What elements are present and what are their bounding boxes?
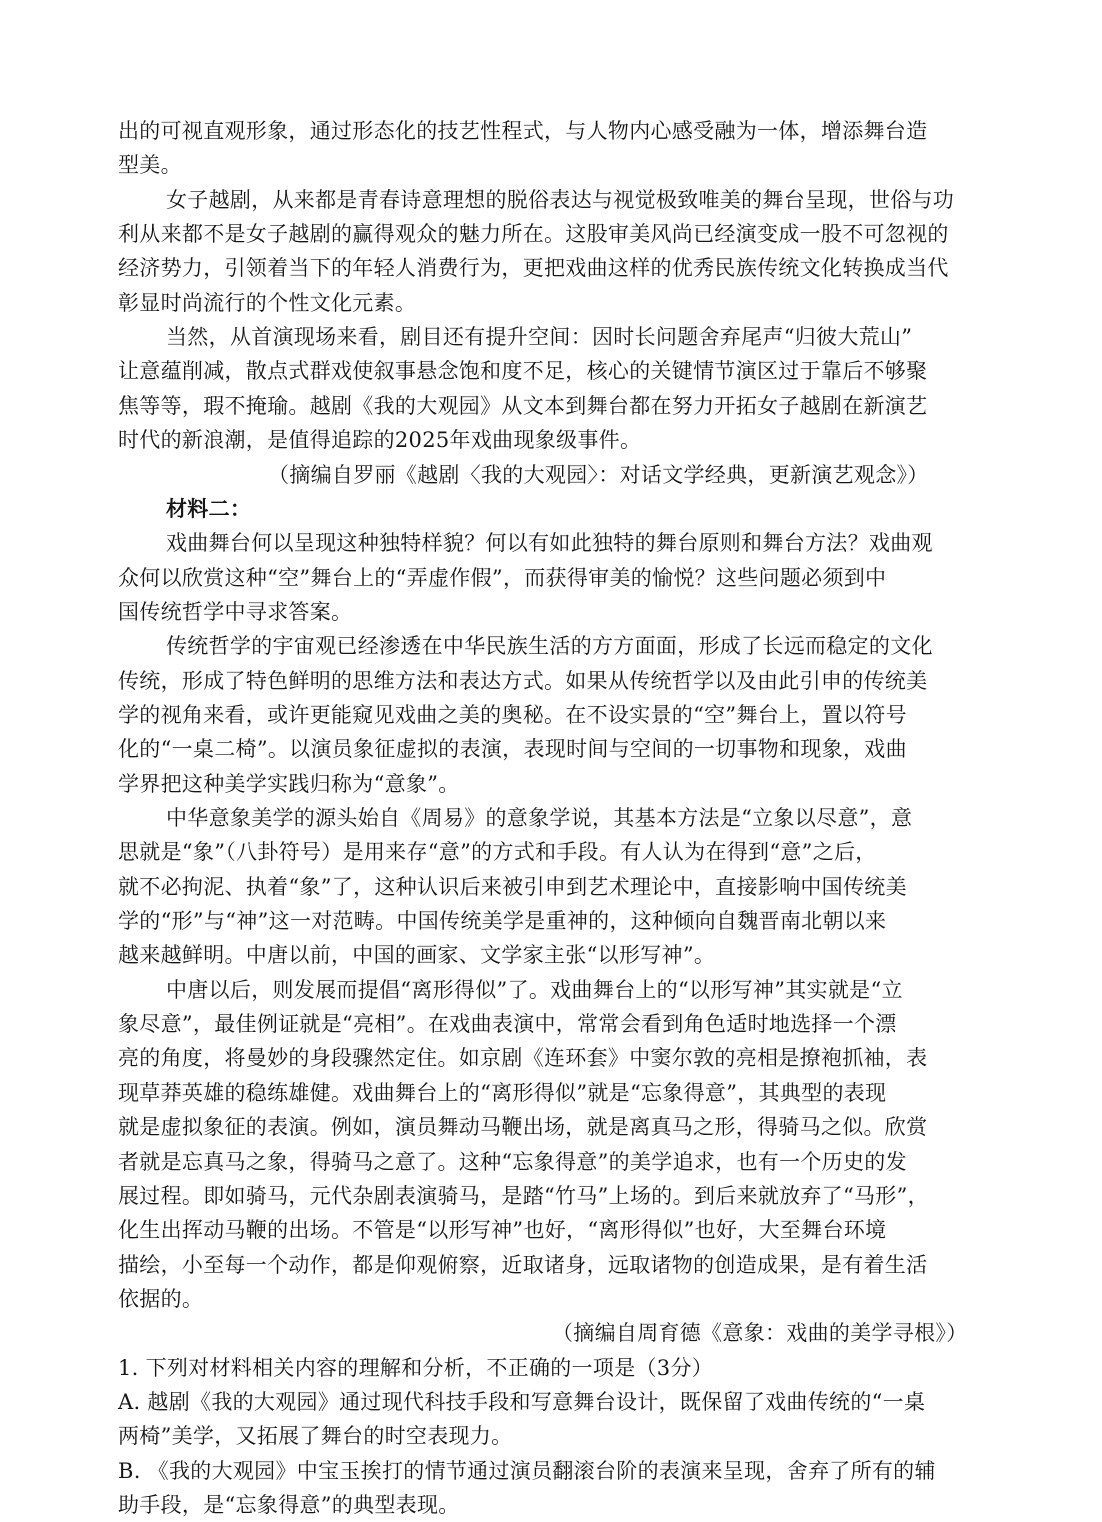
text-line: 型美。 (118, 153, 182, 177)
source-citation-2: （摘编自周育德《意象：戏曲的美学寻根》） (552, 1321, 968, 1345)
text-line: 就是虚拟象征的表演。例如，演员舞动马鞭出场，就是离真马之形，得骑马之似。欣赏 (118, 1115, 928, 1139)
text-line: 就不必拘泥、执着“象”了，这种认识后来被引申到艺术理论中，直接影响中国传统美 (118, 875, 907, 899)
text-line: 众何以欣赏这种“空”舞台上的“弄虚作假”，而获得审美的愉悦？这些问题必须到中 (118, 566, 887, 590)
paragraph-first-line: 中唐以后，则发展而提倡“离形得似”了。戏曲舞台上的“以形写神”其实就是“立 (166, 978, 903, 1002)
text-line: 利从来都不是女子越剧的赢得观众的魅力所在。这股审美风尚已经演变成一股不可忽视的 (118, 222, 949, 246)
paragraph-first-line: 当然，从首演现场来看，剧目还有提升空间：因时长问题舍弃尾声“归彼大荒山” (166, 325, 913, 349)
text-line: 思就是“象”（八卦符号）是用来存“意”的方式和手段。有人认为在得到“意”之后， (118, 840, 877, 864)
question-1-option-b: B. 《我的大观园》中宝玉挨打的情节通过演员翻滚台阶的表演来呈现，舍弃了所有的辅 (118, 1459, 936, 1483)
text-line: 时代的新浪潮，是值得追踪的2025年戏曲现象级事件。 (118, 428, 642, 452)
text-line: 描绘，小至每一个动作，都是仰观俯察，近取诸身，远取诸物的创造成果，是有着生活 (118, 1253, 928, 1277)
text-line: 传统，形成了特色鲜明的思维方法和表达方式。如果从传统哲学以及由此引申的传统美 (118, 669, 928, 693)
text-line: 经济势力，引领着当下的年轻人消费行为，更把戏曲这样的优秀民族传统文化转换成当代 (118, 256, 949, 280)
question-1-option-a-continued: 两椅”美学，又拓展了舞台的时空表现力。 (118, 1424, 513, 1448)
source-citation-1: （摘编自罗丽《越剧〈我的大观园〉：对话文学经典，更新演艺观念》） (268, 463, 929, 487)
paragraph-first-line: 中华意象美学的源头始自《周易》的意象学说，其基本方法是“立象以尽意”，意 (166, 806, 913, 830)
text-line: 国传统哲学中寻求答案。 (118, 600, 353, 624)
text-line: 学的“形”与“神”这一对范畴。中国传统美学是重神的，这种倾向自魏晋南北朝以来 (118, 909, 887, 933)
text-line: 现草莽英雄的稳练雄健。戏曲舞台上的“离形得似”就是“忘象得意”，其典型的表现 (118, 1081, 887, 1105)
text-line: 化生出挥动马鞭的出场。不管是“以形写神”也好，“离形得似”也好，大至舞台环境 (118, 1218, 887, 1242)
text-line: 出的可视直观形象，通过形态化的技艺性程式，与人物内心感受融为一体，增添舞台造 (118, 119, 928, 143)
question-1-stem: 1. 下列对材料相关内容的理解和分析，不正确的一项是（3分） (118, 1356, 714, 1380)
text-line: 象尽意”，最佳例证就是“亮相”。在戏曲表演中，常常会看到角色适时地选择一个漂 (118, 1012, 897, 1036)
text-line: 依据的。 (118, 1287, 204, 1311)
paragraph-first-line: 戏曲舞台何以呈现这种独特样貌？何以有如此独特的舞台原则和舞台方法？戏曲观 (166, 531, 933, 555)
question-1-option-a: A. 越剧《我的大观园》通过现代科技手段和写意舞台设计，既保留了戏曲传统的“一桌 (118, 1390, 926, 1414)
text-line: 展过程。即如骑马，元代杂剧表演骑马，是踏“竹马”上场的。到后来就放弃了“马形”， (118, 1184, 929, 1208)
text-line: 化的“一桌二椅”。以演员象征虚拟的表演，表现时间与空间的一切事物和现象，戏曲 (118, 737, 907, 761)
text-line: 者就是忘真马之象，得骑马之意了。这种“忘象得意”的美学追求，也有一个历史的发 (118, 1150, 907, 1174)
text-line: 让意蕴削减，散点式群戏使叙事悬念饱和度不足，核心的关键情节演区过于靠后不够聚 (118, 359, 928, 383)
text-line: 学的视角来看，或许更能窥见戏曲之美的奥秘。在不设实景的“空”舞台上，置以符号 (118, 703, 907, 727)
text-line: 越来越鲜明。中唐以前，中国的画家、文学家主张“以形写神”。 (118, 943, 716, 967)
question-1-option-b-continued: 助手段，是“忘象得意”的典型表现。 (118, 1493, 460, 1517)
text-line: 学界把这种美学实践归称为“意象”。 (118, 772, 460, 796)
text-line: 亮的角度，将曼妙的身段骤然定住。如京剧《连环套》中窦尔敦的亮相是撩袍抓袖，表 (118, 1046, 928, 1070)
text-line: 彰显时尚流行的个性文化元素。 (118, 291, 417, 315)
text-line: 焦等等，瑕不掩瑜。越剧《我的大观园》从文本到舞台都在努力开拓女子越剧在新演艺 (118, 394, 928, 418)
paragraph-first-line: 女子越剧，从来都是青春诗意理想的脱俗表达与视觉极致唯美的舞台呈现，世俗与功 (166, 188, 955, 212)
paragraph-first-line: 传统哲学的宇宙观已经渗透在中华民族生活的方方面面，形成了长远而稳定的文化 (166, 634, 933, 658)
material-2-heading: 材料二： (166, 496, 252, 521)
